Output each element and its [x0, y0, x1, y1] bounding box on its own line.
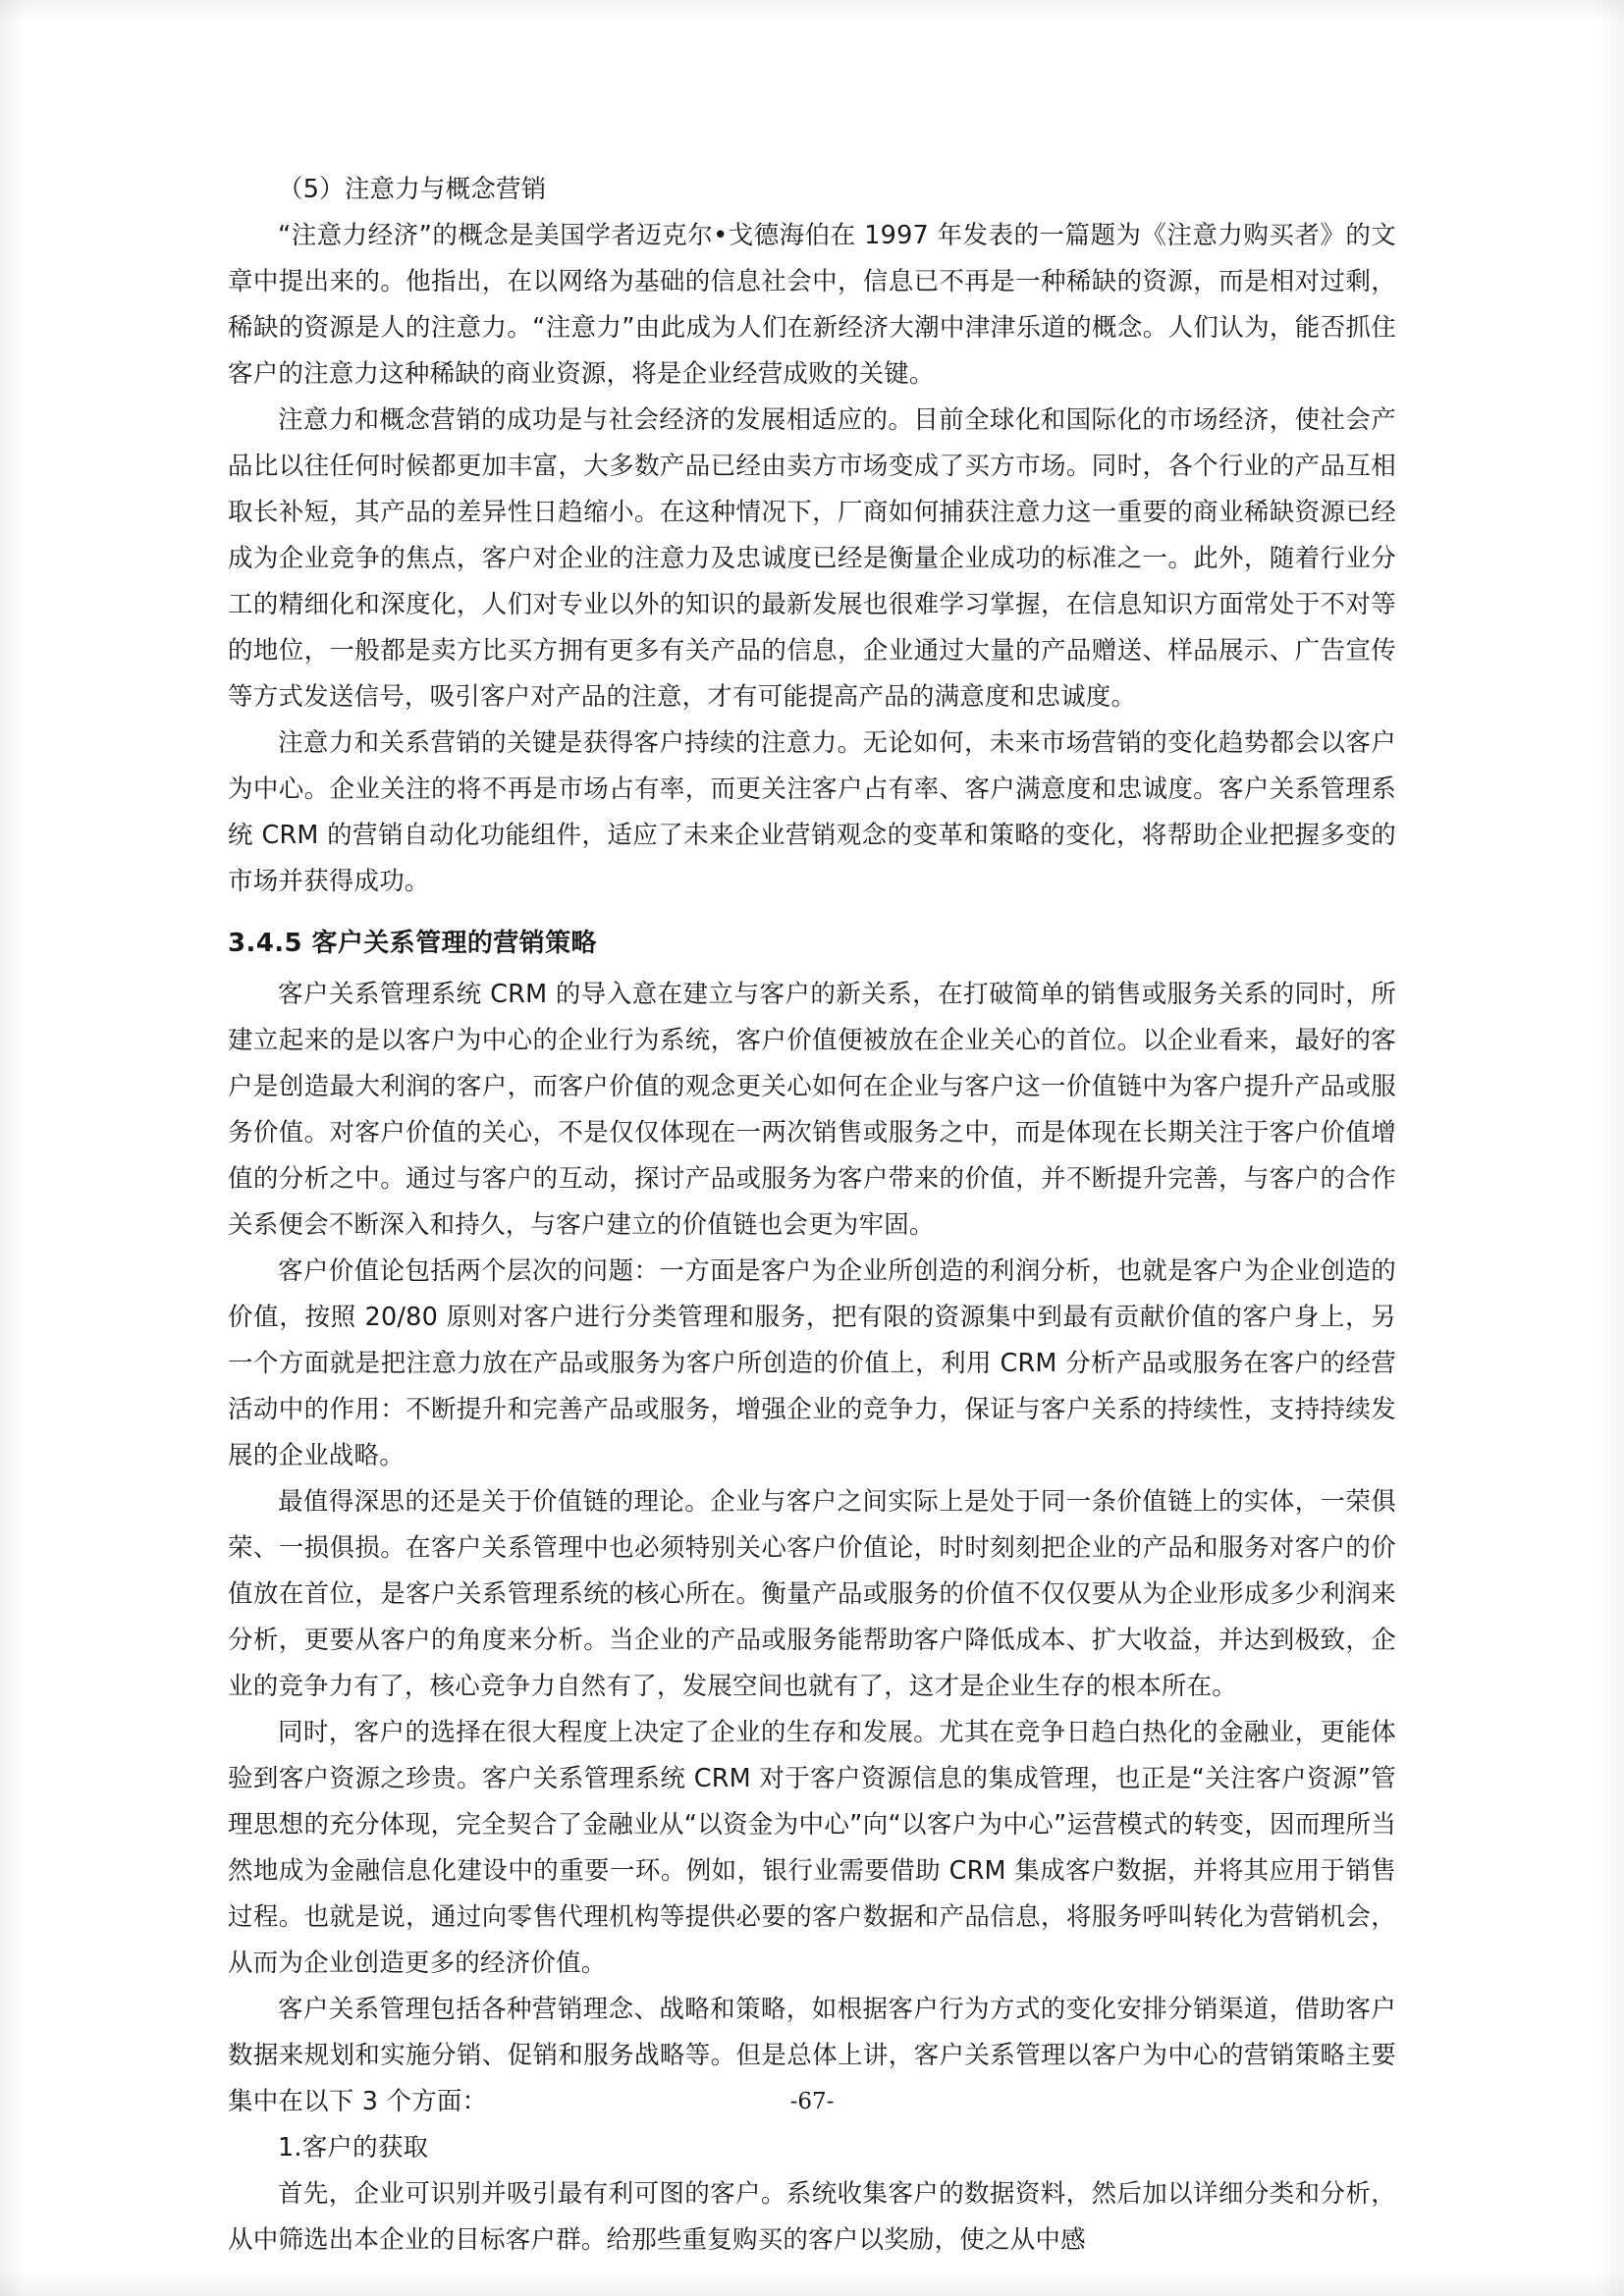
paragraph-attention-relationship-marketing: 注意力和关系营销的关键是获得客户持续的注意力。无论如何，未来市场营销的变化趋势都会以客户为中心。企业关注的将不再是市场占有率，而更关注客户占有率、客户满意度和忠诚度。客户关系管理系统 CRM 的营销自动化功能组件，适应了未来企业营销观念的变革和策略的变化，将帮助企业把握多变的市场并获得成功。 — [228, 728, 1396, 896]
paragraph-crm-marketing-strategies: 客户关系管理包括各种营销理念、战略和策略，如根据客户行为方式的变化安排分销渠道，借助客户数据来规划和实施分销、促销和服务战略等。但是总体上讲，客户关系管理以客户为中心的营销策略主要集中在以下 3 个方面： — [228, 1995, 1396, 2116]
paragraph-value-chain-theory: 最值得深思的还是关于价值链的理论。企业与客户之间实际上是处于同一条价值链上的实体，一荣俱荣、一损俱损。在客户关系管理中也必须特别关心客户价值论，时时刻刻把企业的产品和服务对客户的价值放在首位，是客户关系管理系统的核心所在。衡量产品或服务的价值不仅仅要从为企业形成多少利润来分析，更要从客户的角度来分析。当企业的产品或服务能帮助客户降低成本、扩大收益，并达到极致，企业的竞争力有了，核心竞争力自然有了，发展空间也就有了，这才是企业生存的根本所在。 — [228, 1487, 1396, 1701]
paragraph-customer-value-theory: 客户价值论包括两个层次的问题：一方面是客户为企业所创造的利润分析，也就是客户为企业创造的价值，按照 20/80 原则对客户进行分类管理和服务，把有限的资源集中到最有贡献价值的客户身上，另一个方面就是把注意力放在产品或服务为客户所创造的价值上，利用 CRM 分析产品或服务在客户的经营活动中的作用：不断提升和完善产品或服务，增强企业的竞争力，保证与客户关系的持续性，支持持续发展的企业战略。 — [228, 1256, 1396, 1470]
paragraph-customer-choice-finance: 同时，客户的选择在很大程度上决定了企业的生存和发展。尤其在竞争日趋白热化的金融业，更能体验到客户资源之珍贵。客户关系管理系统 CRM 对于客户资源信息的集成管理，也正是“关注客户资源”管理思想的充分体现，完全契合了金融业从“以资金为中心”向“以客户为中心”运营模式的转变，因而理所当然地成为金融信息化建设中的重要一环。例如，银行业需要借助 CRM 集成客户数据，并将其应用于销售过程。也就是说，通过向零售代理机构等提供必要的客户数据和产品信息，将服务呼叫转化为营销机会，从而为企业创造更多的经济价值。 — [228, 1718, 1396, 1978]
scan-edge-top — [0, 0, 1624, 22]
page-number: -67- — [789, 2089, 835, 2114]
section-heading-3-4-5: 3.4.5 客户关系管理的营销策略 — [228, 929, 597, 958]
paragraph-attention-economy: “注意力经济”的概念是美国学者迈克尔•戈德海伯在 1997 年发表的一篇题为《注意力购买者》的文章中提出来的。他指出，在以网络为基础的信息社会中，信息已不再是一种稀缺的资源，而是相对过剩，稀缺的资源是人的注意力。“注意力”由此成为人们在新经济大潮中津津乐道的概念。人们认为，能否抓住客户的注意力这种稀缺的商业资源，将是企业经营成败的关键。 — [228, 221, 1396, 389]
scan-edge-right — [1595, 0, 1624, 2296]
paragraph-customer-acquisition: 首先，企业可识别并吸引最有利可图的客户。系统收集客户的数据资料，然后加以详细分类和分析，从中筛选出本企业的目标客户群。给那些重复购买的客户以奖励，使之从中感 — [228, 2179, 1396, 2255]
scan-edge-bottom — [0, 2270, 1624, 2296]
paragraph-list-item-1-title: 1.客户的获取 — [278, 2133, 429, 2163]
page-body — [228, 167, 1396, 2264]
paragraph-attention-concept-heading: （5）注意力与概念营销 — [278, 175, 547, 204]
scan-edge-left — [0, 0, 26, 2296]
paragraph-attention-marketing-success: 注意力和概念营销的成功是与社会经济的发展相适应的。目前全球化和国际化的市场经济，使社会产品比以往任何时候都更加丰富，大多数产品已经由卖方市场变成了买方市场。同时，各个行业的产品互相取长补短，其产品的差异性日趋缩小。在这种情况下，厂商如何捕获注意力这一重要的商业稀缺资源已经成为企业竞争的焦点，客户对企业的注意力及忠诚度已经是衡量企业成功的标准之一。此外，随着行业分工的精细化和深度化，人们对专业以外的知识的最新发展也很难学习掌握，在信息知识方面常处于不对等的地位，一般都是卖方比买方拥有更多有关产品的信息，企业通过大量的产品赠送、样品展示、广告宣传等方式发送信号，吸引客户对产品的注意，才有可能提高产品的满意度和忠诚度。 — [228, 405, 1396, 712]
paragraph-crm-new-relationship: 客户关系管理系统 CRM 的导入意在建立与客户的新关系，在打破简单的销售或服务关系的同时，所建立起来的是以客户为中心的企业行为系统，客户价值便被放在企业关心的首位。以企业看来，最好的客户是创造最大利润的客户，而客户价值的观念更关心如何在企业与客户这一价值链中为客户提升产品或服务价值。对客户价值的关心，不是仅仅体现在一两次销售或服务之中，而是体现在长期关注于客户价值增值的分析之中。通过与客户的互动，探讨产品或服务为客户带来的价值，并不断提升完善，与客户的合作关系便会不断深入和持久，与客户建立的价值链也会更为牢固。 — [228, 980, 1396, 1240]
